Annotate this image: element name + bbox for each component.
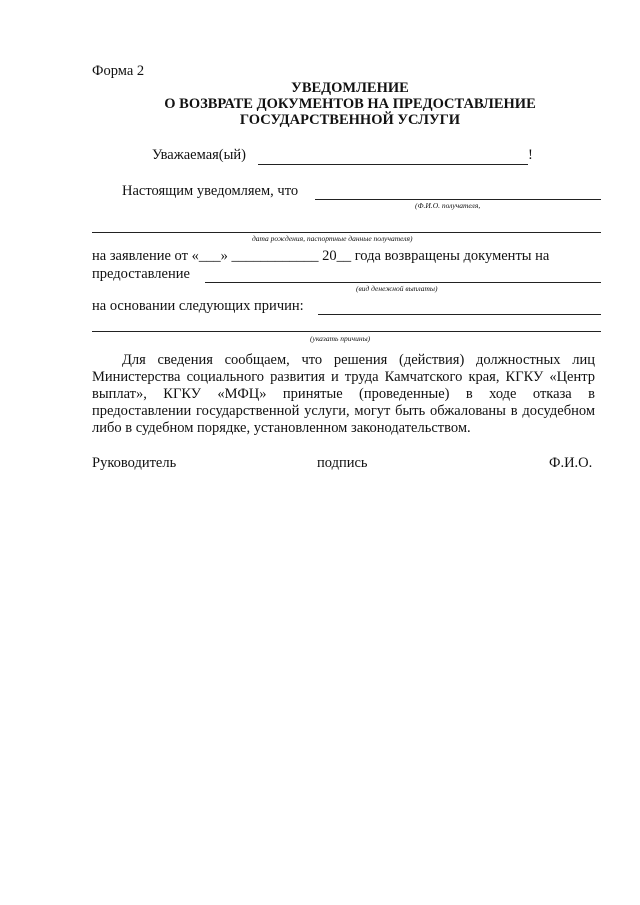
greeting-fill-line: [258, 164, 528, 165]
recipient-fill-line: [315, 199, 601, 200]
greeting-label: Уважаемая(ый): [152, 147, 246, 163]
document-title-line-2: О ВОЗВРАТЕ ДОКУМЕНТОВ НА ПРЕДОСТАВЛЕНИЕ: [164, 96, 536, 112]
reasons-line-2: [92, 331, 601, 332]
notify-label: Настоящим уведомляем, что: [122, 183, 299, 199]
provision-label: предоставление: [92, 266, 190, 282]
note-payment-type: (вид денежной выплаты): [356, 284, 438, 293]
signature-sign: подпись: [317, 455, 368, 471]
reasons-line-1: [318, 314, 601, 315]
info-paragraph: Для сведения сообщаем, что решения (действия) должностных лиц Министерства социального развития и труда Камчатского края, КГКУ «Центр выплат», КГКУ «МФЦ» принятые (проведенные) в ходе отказа в предоставлении государственной услуги, могут быть обжалованы в досудебном либо в судебном порядке, установленном законодательством.: [92, 352, 595, 436]
note-recipient-name: (Ф.И.О. получателя,: [415, 201, 481, 210]
note-recipient-details: дата рождения, паспортные данные получателя): [252, 234, 413, 243]
application-text: на заявление от «___» ____________ 20__ года возвращены документы на: [92, 248, 550, 264]
reasons-label: на основании следующих причин:: [92, 298, 304, 314]
document-title-line-1: УВЕДОМЛЕНИЕ: [291, 80, 409, 96]
document-title-line-3: ГОСУДАРСТВЕННОЙ УСЛУГИ: [239, 112, 461, 128]
recipient-details-line: [92, 232, 601, 233]
note-reasons: (указать причины): [310, 334, 371, 343]
form-number: Форма 2: [92, 63, 145, 79]
greeting-exclamation: !: [528, 147, 533, 163]
signature-head: Руководитель: [92, 455, 177, 471]
payment-type-line: [205, 282, 601, 283]
signature-name: Ф.И.О.: [549, 455, 593, 471]
